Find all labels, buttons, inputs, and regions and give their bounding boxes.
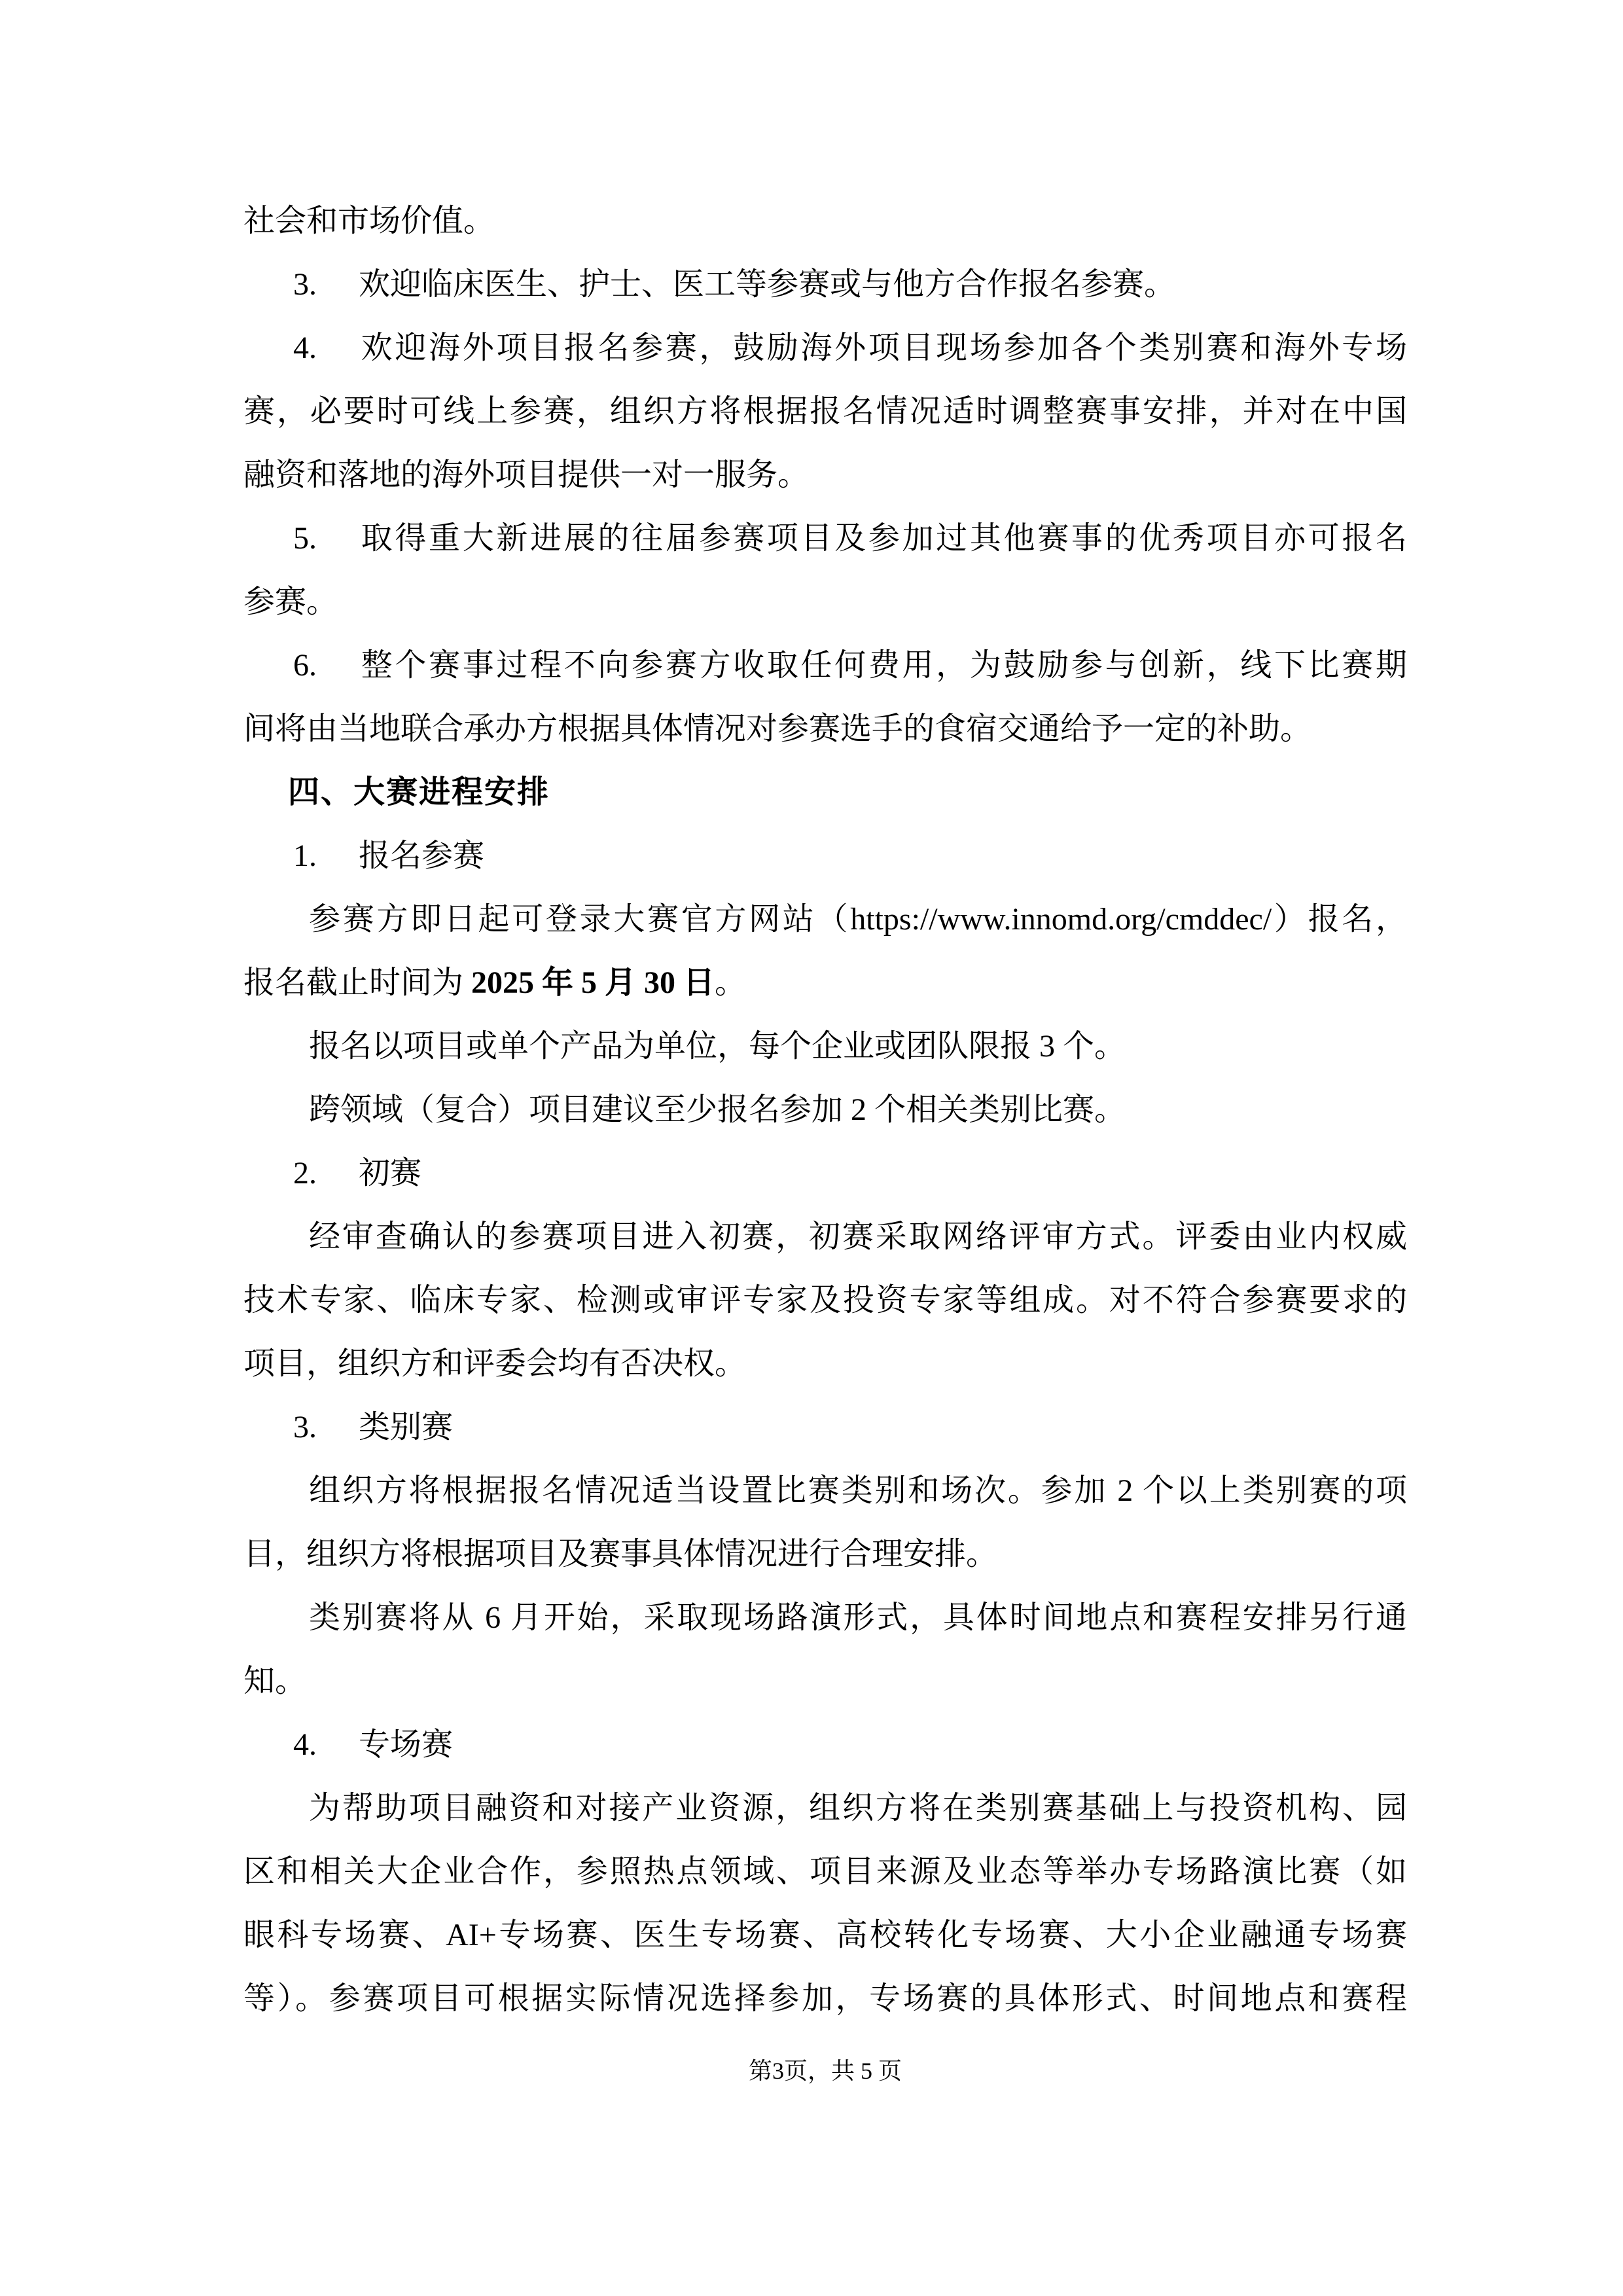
- text-line: [243, 1014, 1407, 1078]
- text-line: [243, 1522, 1407, 1586]
- text-line: [243, 1713, 1407, 1776]
- list-number: 6.: [293, 648, 317, 683]
- text-line: [243, 507, 1407, 570]
- text-segment: 目，组织方将根据项目及赛事具体情况进行合理安排。: [243, 1537, 998, 1571]
- text-line: [243, 316, 1407, 380]
- text-line: [243, 824, 1407, 888]
- list-number: 4.: [293, 1727, 317, 1762]
- text-segment: 初赛: [359, 1156, 422, 1191]
- text-line: [243, 443, 1407, 507]
- text-segment: 等）。参赛项目可根据实际情况选择参加，专场赛的具体形式、时间地点和赛程: [243, 1981, 1407, 2016]
- text-segment: 类别赛: [359, 1410, 454, 1444]
- text-line: [243, 1141, 1407, 1205]
- text-segment: 报名参赛: [359, 838, 485, 873]
- text-line: [243, 1840, 1407, 1903]
- list-number: 3.: [293, 267, 317, 302]
- text-segment: 间将由当地联合承办方根据具体情况对参赛选手的食宿交通给予一定的补助。: [243, 711, 1312, 746]
- list-number: 1.: [293, 838, 317, 873]
- text-segment: 报名以项目或单个产品为单位，每个企业或团队限报 3 个。: [309, 1029, 1126, 1064]
- text-segment: 参赛方即日起可登录大赛官方网站（: [309, 902, 851, 937]
- text-segment: 2025 年 5 月 30 日: [471, 965, 715, 1000]
- text-segment: 眼科专场赛、AI+专场赛、医生专场赛、高校转化专场赛、大小企业融通专场赛: [243, 1918, 1407, 1952]
- text-segment: 经审查确认的参赛项目进入初赛，初赛采取网络评审方式。评委由业内权威: [309, 1219, 1407, 1254]
- text-line: [243, 888, 1407, 951]
- text-line: [243, 1078, 1407, 1141]
- page-footer: 第3页，共 5 页: [748, 2058, 902, 2084]
- text-line: [243, 1268, 1407, 1332]
- text-segment: 赛，必要时可线上参赛，组织方将根据报名情况适时调整赛事安排，并对在中国: [243, 394, 1407, 429]
- text-segment: ）报名，: [1272, 902, 1407, 937]
- text-line: [243, 1205, 1407, 1268]
- text-segment: 组织方将根据报名情况适当设置比赛类别和场次。参加 2 个以上类别赛的项: [309, 1473, 1407, 1508]
- text-line: [243, 1967, 1407, 2030]
- text-line: [243, 253, 1407, 316]
- section-heading: [243, 761, 1407, 824]
- text-line: [243, 697, 1407, 761]
- text-line: [243, 1586, 1407, 1649]
- text-line: [243, 1776, 1407, 1840]
- text-segment: 跨领域（复合）项目建议至少报名参加 2 个相关类别比赛。: [309, 1092, 1126, 1127]
- text-segment: 社会和市场价值。: [243, 204, 495, 238]
- text-line: [243, 951, 1407, 1014]
- list-number: 3.: [293, 1410, 317, 1444]
- list-number: 5.: [293, 521, 317, 556]
- text-segment: 欢迎海外项目报名参赛，鼓励海外项目现场参加各个类别赛和海外专场: [359, 331, 1407, 365]
- text-segment: 知。: [243, 1664, 307, 1698]
- text-segment: 类别赛将从 6 月开始，采取现场路演形式，具体时间地点和赛程安排另行通: [309, 1600, 1407, 1635]
- text-segment: 项目，组织方和评委会均有否决权。: [243, 1346, 747, 1381]
- text-line: [243, 1903, 1407, 1967]
- text-segment: 参赛。: [243, 584, 338, 619]
- text-segment: 为帮助项目融资和对接产业资源，组织方将在类别赛基础上与投资机构、园: [309, 1791, 1407, 1825]
- text-segment: 。: [715, 965, 747, 1000]
- text-segment: 区和相关大企业合作，参照热点领域、项目来源及业态等举办专场路演比赛（如: [243, 1854, 1407, 1889]
- text-segment: 专场赛: [359, 1727, 454, 1762]
- text-line: [243, 570, 1407, 634]
- list-number: 4.: [293, 331, 317, 365]
- text-line: [243, 1649, 1407, 1713]
- list-number: 2.: [293, 1156, 317, 1191]
- url-text: https://www.innomd.org/cmddec/: [850, 902, 1272, 937]
- text-segment: 融资和落地的海外项目提供一对一服务。: [243, 457, 810, 492]
- text-segment: 报名截止时间为: [243, 965, 472, 1000]
- text-line: [243, 634, 1407, 697]
- text-line: [243, 189, 1407, 253]
- text-segment: 四、大赛进程安排: [288, 775, 550, 810]
- text-line: [243, 380, 1407, 443]
- text-segment: 取得重大新进展的往届参赛项目及参加过其他赛事的优秀项目亦可报名: [359, 521, 1407, 556]
- page-body: [243, 189, 1407, 2030]
- text-line: [243, 1332, 1407, 1395]
- text-segment: 整个赛事过程不向参赛方收取任何费用，为鼓励参与创新，线下比赛期: [359, 648, 1407, 683]
- text-segment: 欢迎临床医生、护士、医工等参赛或与他方合作报名参赛。: [359, 267, 1176, 302]
- text-line: [243, 1395, 1407, 1459]
- text-line: [243, 1459, 1407, 1522]
- text-segment: 技术专家、临床专家、检测或审评专家及投资专家等组成。对不符合参赛要求的: [243, 1283, 1407, 1318]
